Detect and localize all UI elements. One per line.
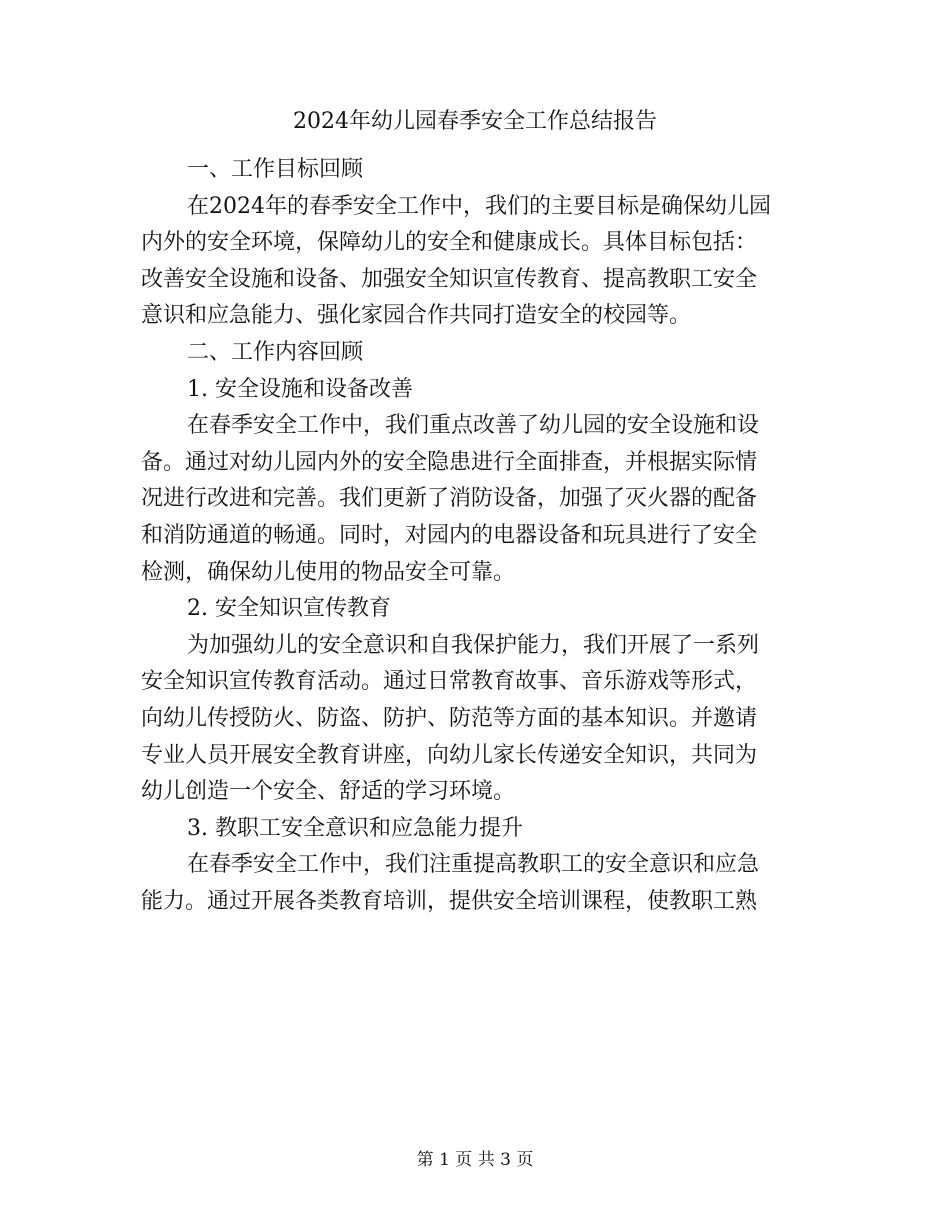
- body-line: 在春季安全工作中，我们重点改善了幼儿园的安全设施和设: [187, 413, 760, 439]
- body-line: 一、工作目标回顾: [187, 157, 364, 182]
- page-footer: 第 1 页 共 3 页: [416, 1150, 534, 1170]
- body-line: 内外的安全环境，保障幼儿的安全和健康成长。具体目标包括：: [141, 230, 758, 256]
- body-line: 在2024年的春季安全工作中，我们的主要目标是确保幼儿园: [187, 193, 771, 219]
- document-title: 2024年幼儿园春季安全工作总结报告: [293, 109, 657, 134]
- body-line: 1. 安全设施和设备改善: [187, 376, 413, 402]
- body-line: 和消防通道的畅通。同时，对园内的电器设备和玩具进行了安全: [141, 522, 758, 548]
- body-line: 能力。通过开展各类教育培训，提供安全培训课程，使教职工熟: [141, 888, 758, 914]
- body-line: 况进行改进和完善。我们更新了消防设备，加强了灭火器的配备: [141, 486, 758, 512]
- body-line: 二、工作内容回顾: [187, 339, 364, 365]
- body-line: 备。通过对幼儿园内外的安全隐患进行全面排查，并根据实际情: [141, 449, 758, 475]
- body-line: 3. 教职工安全意识和应急能力提升: [187, 815, 523, 841]
- body-line: 检测，确保幼儿使用的物品安全可靠。: [141, 559, 516, 585]
- document-body: [141, 152, 806, 920]
- body-line: 意识和应急能力、强化家园合作共同打造安全的校园等。: [141, 303, 692, 329]
- body-line: 安全知识宣传教育活动。通过日常教育故事、音乐游戏等形式，: [141, 669, 758, 695]
- body-line: 专业人员开展安全教育讲座，向幼儿家长传递安全知识，共同为: [141, 742, 758, 768]
- body-line: 向幼儿传授防火、防盗、防护、防范等方面的基本知识。并邀请: [141, 705, 758, 731]
- body-line: 改善安全设施和设备、加强安全知识宣传教育、提高教职工安全: [141, 266, 758, 292]
- body-line: 为加强幼儿的安全意识和自我保护能力，我们开展了一系列: [187, 632, 760, 658]
- body-line: 在春季安全工作中，我们注重提高教职工的安全意识和应急: [187, 852, 760, 878]
- body-line: 2. 安全知识宣传教育: [187, 596, 391, 622]
- body-line: 幼儿创造一个安全、舒适的学习环境。: [141, 779, 516, 805]
